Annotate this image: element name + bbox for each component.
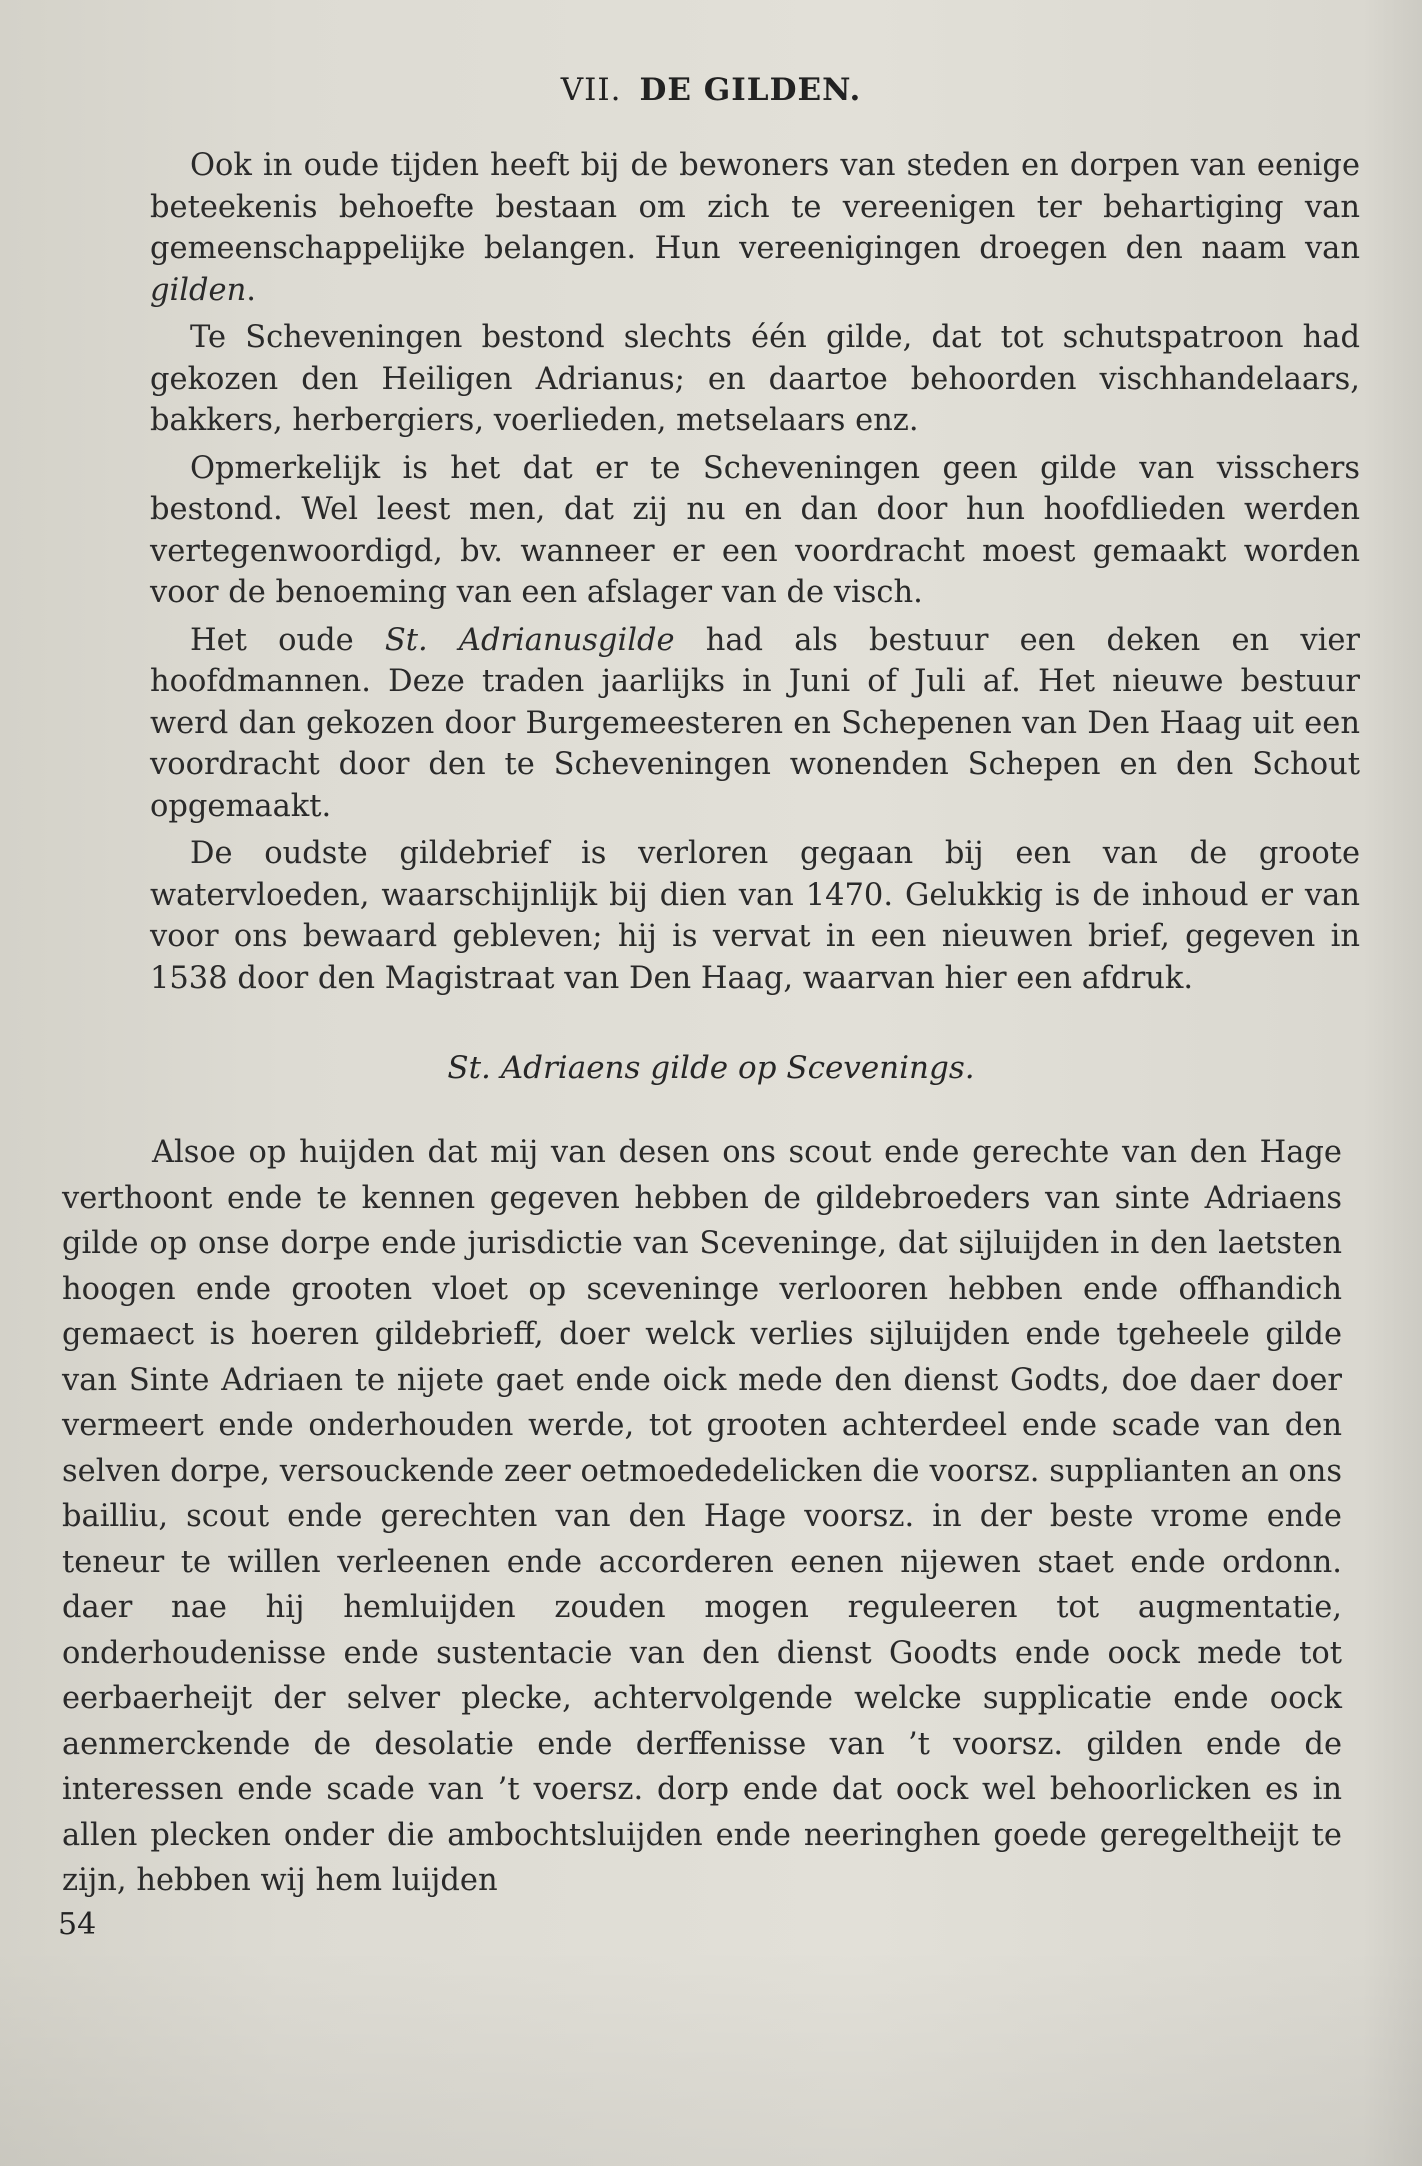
paragraph: Ook in oude tijden heeft bij de bewoners van steden en dorpen van eenige beteekenis behoefte bestaan om zich te vereenigen ter behartiging van gemeenschappelijke belangen. Hun vereenigingen droegen den naam van gilden. [150, 148, 1360, 308]
section-heading: St. Adriaens gilde op Scevenings. [447, 1050, 975, 1086]
body-text [150, 145, 1360, 1005]
paragraph: De oudste gildebrief is verloren gegaan bij een van de groote watervloeden, waarschijnlijk bij dien van 1470. Gelukkig is de inhoud er van voor ons bewaard gebleven; hij is vervat in een nieuwen brief, gegeven in 1538 door den Magistraat van Den Haag, waarvan hier een afdruk. [150, 836, 1360, 996]
page-number: 54 [58, 1907, 97, 1942]
chapter-number: VII. [560, 72, 622, 108]
chapter-title: DE GILDEN. [639, 72, 862, 108]
quoted-charter-text [62, 1130, 1342, 1904]
paragraph: Opmerkelijk is het dat er te Scheveningen geen gilde van visschers bestond. Wel leest men, dat zij nu en dan door hun hoofdlieden werden vertegenwoordigd, bv. wanneer er een voordracht moest gemaakt worden voor de benoeming van een afslager van de visch. [150, 450, 1360, 610]
chapter-heading [0, 72, 1422, 108]
bottom-shade [0, 1946, 1422, 2166]
paragraph: Alsoe op huijden dat mij van desen ons scout ende gerechte van den Hage verthoont ende te kennen gegeven hebben de gildebroeders van sinte Adriaens gilde op onse dorpe ende jurisdictie van Sceveninge, dat sijluijden in den laetsten hoogen ende grooten vloet op sceveninge verlooren hebben ende offhandich gemaect is hoeren gildebrieff, doer welck verlies sijluijden ende tgeheele gilde van Sinte Adriaen te nijete gaet ende oick mede den dienst Godts, doe daer doer vermeert ende onderhouden werde, tot grooten achterdeel ende scade van den selven dorpe, versouckende zeer oetmoededelicken die voorsz. supplianten an ons bailliu, scout ende gerechten van den Hage voorsz. in der beste vrome ende teneur te willen verleenen ende accorderen eenen nijewen staet ende ordonn. daer nae hij hemluijden zouden mogen reguleeren tot augmentatie, onderhoudenisse ende sustentacie van den dienst Goodts ende oock mede tot eerbaerheijt der selver plecke, achtervolgende welcke supplicatie ende oock aenmerckende de desolatie ende derffenisse van ’t voorsz. gilden ende de interessen ende scade van ’t voersz. dorp ende dat oock wel behoorlicken es in allen plecken onder die ambochtsluijden ende neeringhen goede geregeltheijt te zijn, hebben wij hem luijden [62, 1135, 1342, 1898]
paragraph: Te Scheveningen bestond slechts één gilde, dat tot schutspatroon had gekozen den Heiligen Adrianus; en daartoe behoorden vischhandelaars, bakkers, herbergiers, voerlieden, metselaars enz. [150, 320, 1360, 438]
paragraph: Het oude St. Adrianusgilde had als bestuur een deken en vier hoofdmannen. Deze traden jaarlijks in Juni of Juli af. Het nieuwe bestuur werd dan gekozen door Burgemeesteren en Schepenen van Den Haag uit een voordracht door den te Scheveningen wonenden Schepen en den Schout opgemaakt. [150, 622, 1360, 824]
